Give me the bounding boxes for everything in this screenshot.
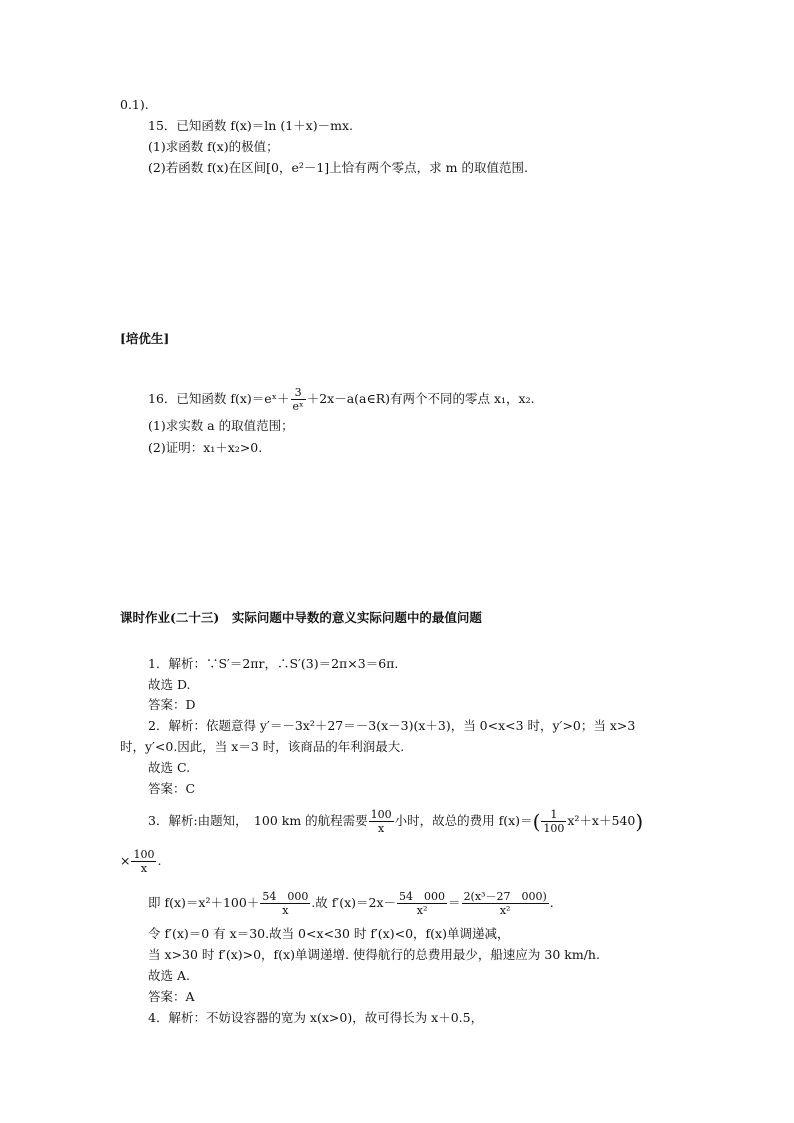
- choice-line: 故选 D.: [148, 677, 191, 692]
- answer-line: 答案：C: [148, 781, 196, 796]
- fraction-denominator: eˣ: [292, 400, 304, 413]
- fraction-denominator: x²: [499, 904, 511, 917]
- solution-2: 2．解析：依题意得 y′＝－3x²＋27＝－3(x－3)(x＋3)，当 0<x<3 时，y′>0；当 x>3: [148, 718, 636, 733]
- fraction: [462, 890, 549, 917]
- solution-3-text-a: 3．解析:由题知， 100 km 的航程需要: [148, 813, 368, 828]
- problem-16-text-b: ＋2x－a(a∈R)有两个不同的零点 x₁，x₂.: [306, 391, 535, 406]
- text-line: 0.1).: [120, 97, 149, 112]
- solution-3-line5: 当 x>30 时 f′(x)>0，f(x)单调递增. 使得航行的总费用最少，船速应为 30 km/h.: [148, 947, 600, 962]
- answer-line: 答案：A: [148, 989, 195, 1004]
- fraction-numerator: 3: [291, 386, 306, 400]
- fraction-numerator: 54 000: [262, 890, 309, 903]
- solution-3-text-c: x²＋x＋540: [567, 813, 636, 828]
- equals-sign: ＝: [448, 895, 461, 910]
- fraction: [260, 890, 310, 917]
- problem-15-part1: (1)求函数 f(x)的极值；: [148, 139, 279, 154]
- fraction: [541, 808, 566, 835]
- solution-2-cont: 时，y′<0.因此，当 x＝3 时，该商品的年利润最大.: [120, 739, 405, 754]
- choice-line: 故选 A.: [148, 968, 190, 983]
- solution-1: 1．解析：∵S′＝2πr，∴S′(3)＝2π×3＝6π.: [148, 656, 399, 671]
- problem-15-part2: (2)若函数 f(x)在区间[0，e²－1]上恰有两个零点，求 m 的取值范围.: [148, 160, 528, 175]
- fraction-denominator: x²: [416, 904, 428, 917]
- fraction-denominator: 100: [543, 822, 565, 835]
- fraction: [369, 808, 394, 835]
- solution-3-text-b: 小时，故总的费用 f(x)＝: [394, 813, 533, 828]
- right-paren: ): [635, 809, 644, 834]
- problem-16: [148, 386, 535, 413]
- problem-15: 15．已知函数 f(x)＝ln (1＋x)－mx.: [148, 118, 353, 133]
- fraction: [131, 848, 156, 875]
- derivative-text-b: .故 f′(x)＝2x－: [311, 895, 397, 910]
- fraction-numerator: 100: [370, 808, 392, 821]
- solution-3: [148, 808, 643, 835]
- period: .: [549, 895, 554, 910]
- fraction: [397, 890, 447, 917]
- fraction-numerator: 100: [133, 848, 155, 861]
- times-sign: ×: [120, 853, 131, 868]
- fraction-denominator: x: [140, 862, 148, 875]
- fraction: [291, 386, 306, 413]
- solution-3-cont: [120, 848, 161, 875]
- fraction-numerator: 54 000: [399, 890, 446, 903]
- period: .: [157, 853, 162, 868]
- section-title: 课时作业(二十三) 实际问题中导数的意义实际问题中的最值问题: [120, 610, 482, 625]
- problem-16-part1: (1)求实数 a 的取值范围；: [148, 418, 294, 433]
- answer-line: 答案：D: [148, 697, 196, 712]
- fraction-numerator: 1: [541, 808, 566, 822]
- solution-3-line4: 令 f′(x)＝0 有 x＝30.故当 0<x<30 时 f′(x)<0，f(x)单调递减，: [148, 926, 510, 941]
- section-heading: [培优生]: [120, 331, 170, 346]
- derivative-text-a: 即 f(x)＝x²＋100＋: [148, 895, 260, 910]
- fraction-denominator: x: [282, 904, 289, 917]
- fraction-denominator: x: [378, 822, 385, 835]
- left-paren: (: [532, 809, 541, 834]
- choice-line: 故选 C.: [148, 760, 191, 775]
- problem-16-part2: (2)证明：x₁＋x₂>0.: [148, 440, 263, 455]
- solution-4: 4．解析：不妨设容器的宽为 x(x>0)，故可得长为 x＋0.5，: [148, 1010, 484, 1025]
- problem-16-text-a: 16．已知函数 f(x)＝eˣ＋: [148, 391, 290, 406]
- fraction-numerator: 2(x³－27 000): [463, 890, 547, 903]
- solution-3-derivative: [148, 890, 554, 917]
